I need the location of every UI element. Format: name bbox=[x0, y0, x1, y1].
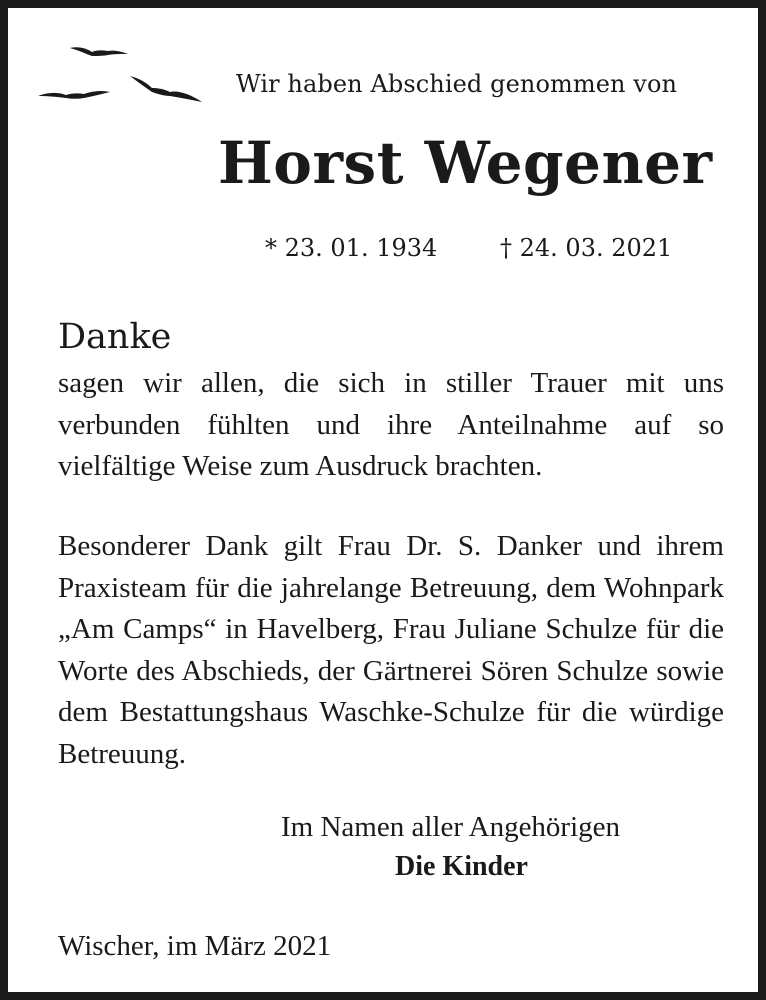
deceased-name: Horst Wegener bbox=[218, 129, 713, 197]
place-date: Wischer, im März 2021 bbox=[58, 930, 332, 962]
birth-date: * 23. 01. 1934 bbox=[265, 234, 438, 262]
thanks-heading: Danke bbox=[58, 317, 172, 357]
intro-text: Wir haben Abschied genommen von bbox=[236, 70, 678, 98]
signoff-line: Im Namen aller Angehörigen bbox=[281, 811, 621, 843]
birds-icon bbox=[36, 42, 211, 112]
death-date: † 24. 03. 2021 bbox=[500, 234, 673, 262]
thanks-paragraph: sagen wir allen, die sich in stiller Trauer mit uns verbunden fühlten und ihre Anteilnahme auf so vielfältige Weise zum Ausdruck brachten. bbox=[58, 367, 724, 482]
signoff-signature: Die Kinder bbox=[395, 851, 528, 882]
special-thanks-paragraph: Besonderer Dank gilt Frau Dr. S. Danker und ihrem Praxisteam für die jahrelange Betreuung, dem Wohnpark „Am Camps“ in Havelberg, Frau Juliane Schulze für die Worte des Abschieds, der Gärtnerei Sören Schulze sowie dem Bestattungshaus Waschke-Schulze für die würdige Betreuung. bbox=[58, 530, 724, 770]
